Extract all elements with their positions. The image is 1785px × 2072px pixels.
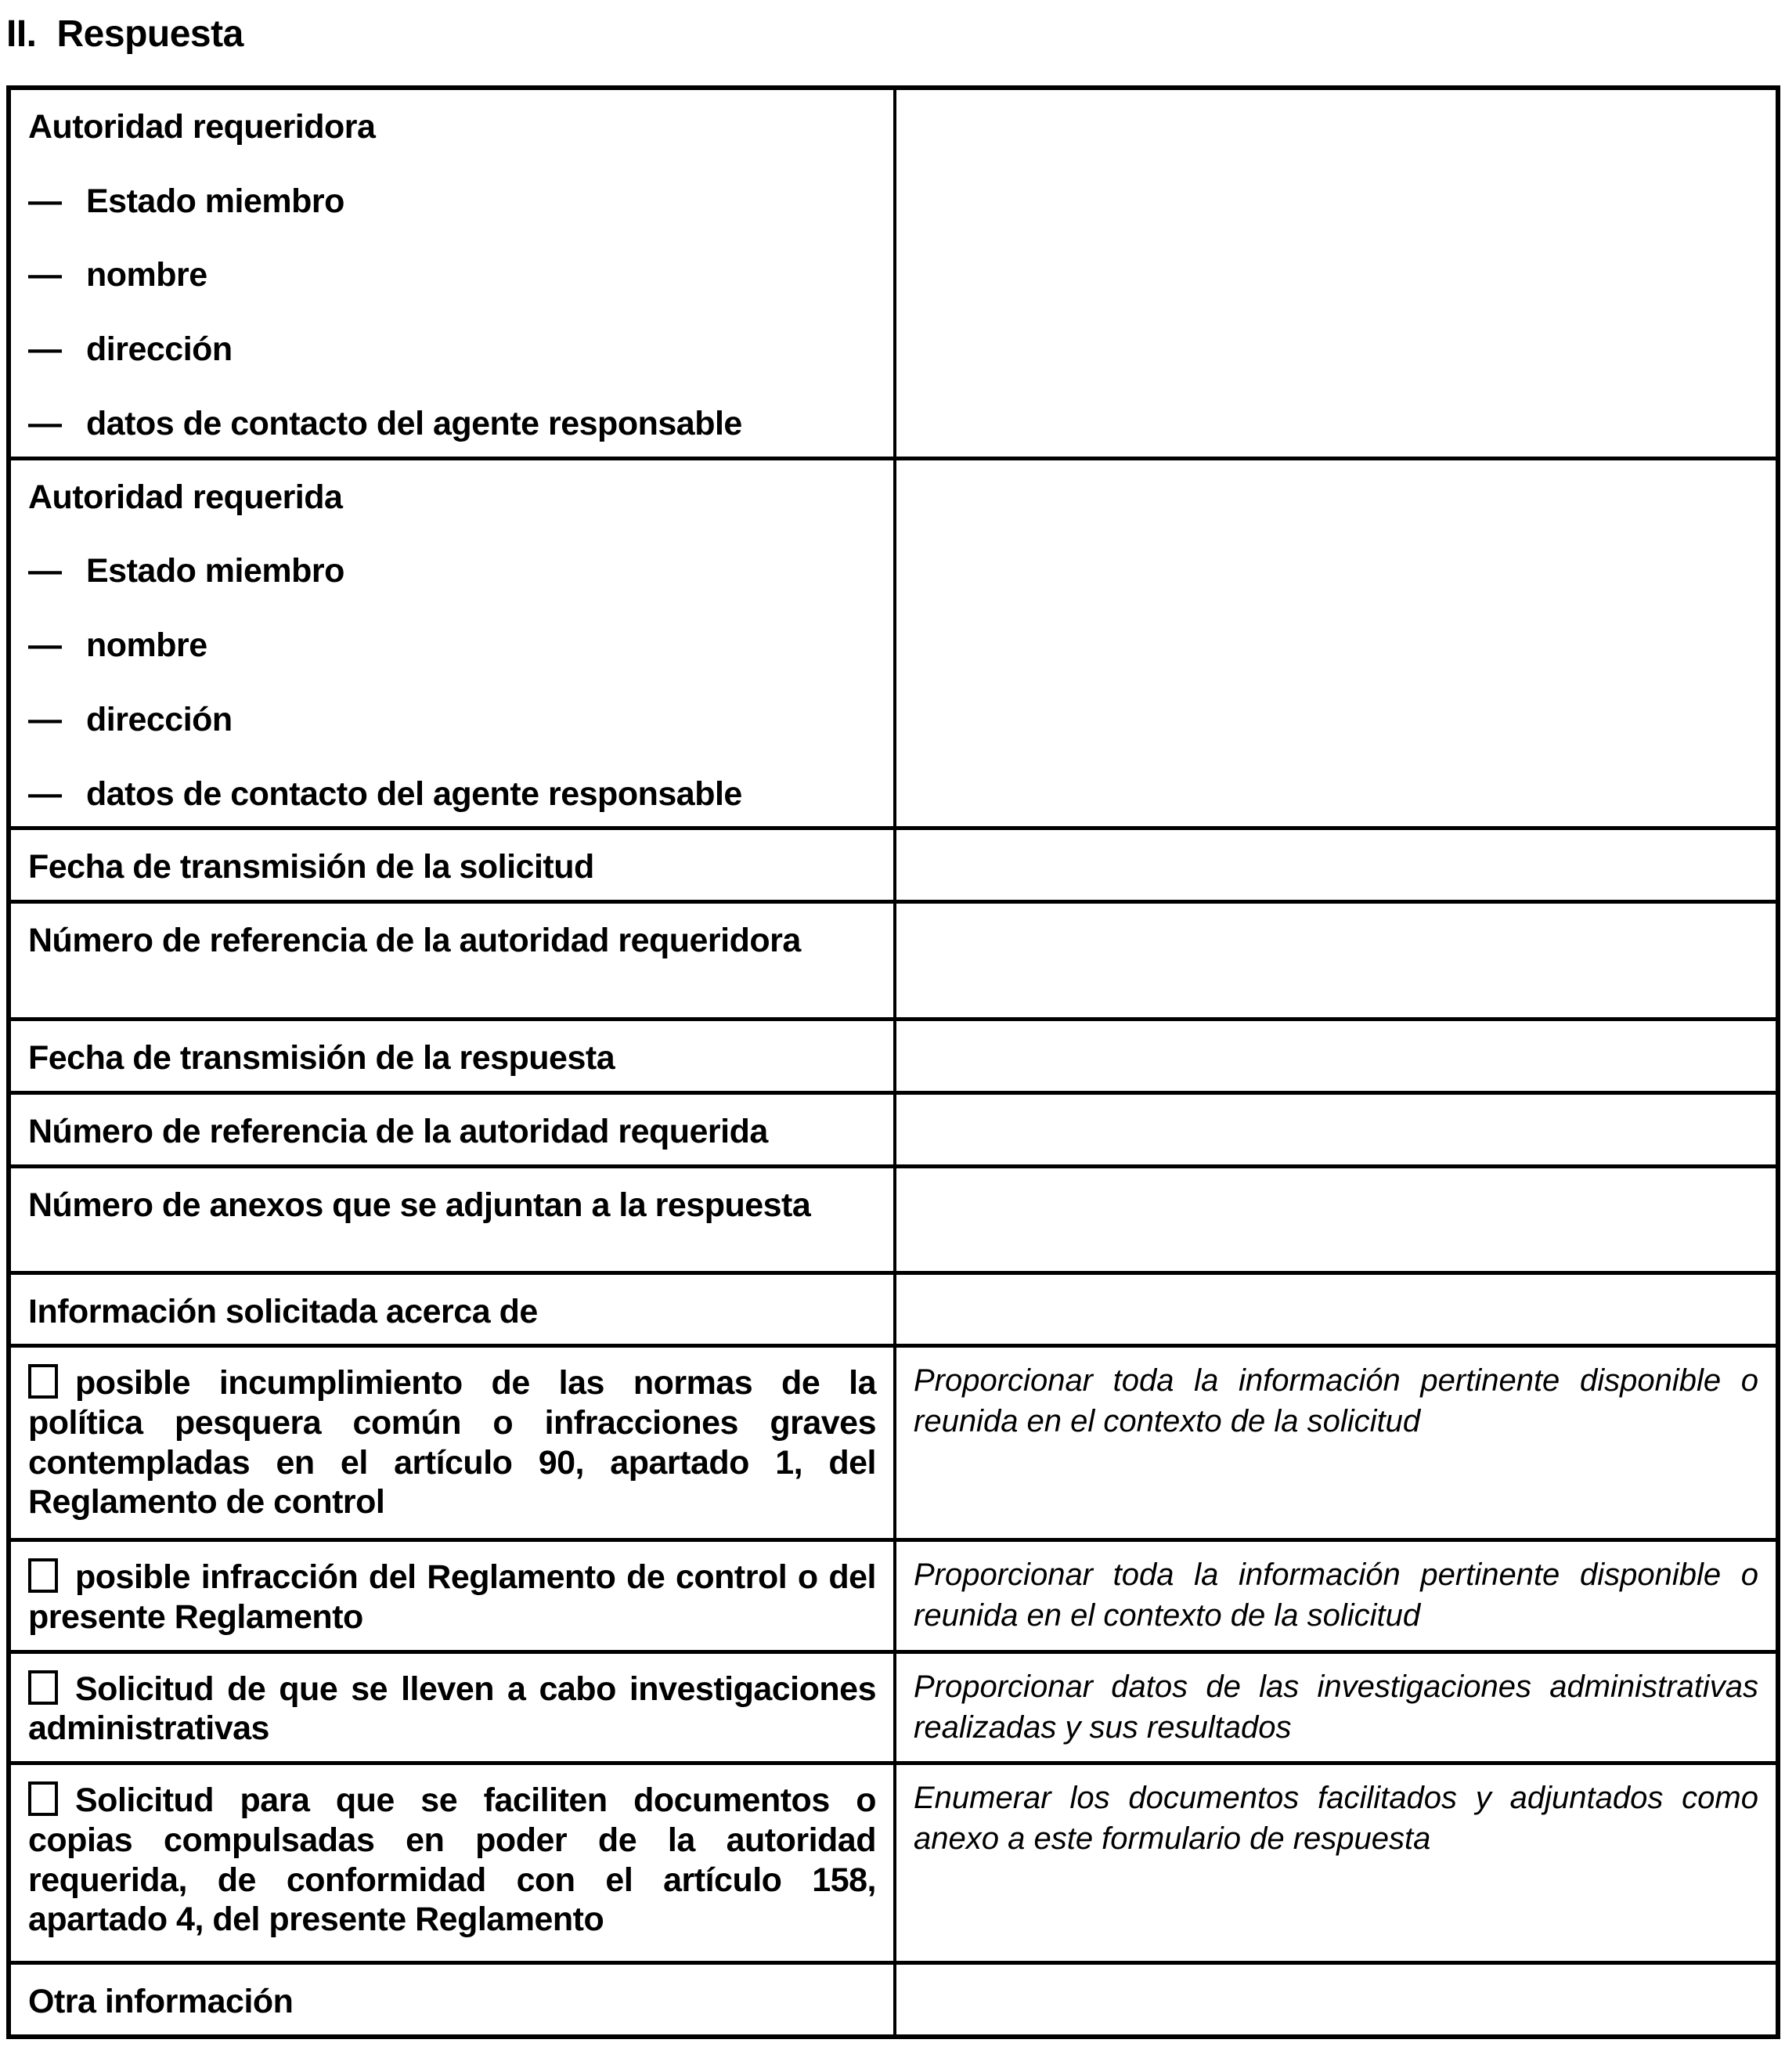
list-item-label: datos de contacto del agente responsable [86, 774, 742, 813]
list-item [28, 774, 876, 814]
field-heading: Número de referencia de la autoridad requeridora [28, 922, 801, 960]
checkbox-option [28, 1670, 876, 1749]
checkbox-icon [28, 1781, 58, 1816]
field-heading: Número de anexos que se adjuntan a la respuesta [28, 1186, 811, 1224]
list-item [28, 700, 876, 740]
row-numero-anexos [9, 1166, 1778, 1272]
row-informacion-solicitada [9, 1272, 1778, 1346]
checkbox-option-label: posible incumplimiento de las normas de la política pesquera común o infracciones graves contempladas en el artículo 90, apartado 1, del Reglamento de control [28, 1364, 876, 1522]
response-value-cell [895, 1272, 1778, 1346]
row-autoridad-requerida [9, 458, 1778, 828]
checkbox-option-label: Solicitud para que se faciliten documentos o copias compulsadas en poder de la autoridad requerida, de conformidad con el artículo 158, apartado 4, del presente Reglamento [28, 1781, 876, 1939]
response-value-cell [895, 1963, 1778, 2037]
list-item [28, 255, 876, 295]
page-title [6, 13, 1785, 56]
row-fecha-transmision-respuesta [9, 1020, 1778, 1093]
field-label-cell [9, 1166, 895, 1272]
field-heading: Autoridad requerida [28, 478, 343, 516]
response-value-cell [895, 1092, 1778, 1166]
field-label-cell [9, 1272, 895, 1346]
list-item-label: Estado miembro [86, 552, 344, 590]
row-otra-informacion [9, 1963, 1778, 2037]
response-value-cell [895, 1166, 1778, 1272]
field-label-cell [9, 828, 895, 902]
field-heading: Fecha de transmisión de la solicitud [28, 848, 594, 886]
checkbox-icon [28, 1558, 58, 1593]
guidance-text-cell: Proporcionar datos de las investigaciones administrativas realizadas y sus resultados [895, 1651, 1778, 1763]
list-item-label: Estado miembro [86, 182, 344, 220]
checkbox-option-label: Solicitud de que se lleven a cabo investigaciones administrativas [28, 1670, 876, 1748]
dash-icon: — [28, 404, 62, 442]
field-label-cell [9, 1963, 895, 2037]
list-item-label: nombre [86, 256, 207, 294]
field-heading: Autoridad requeridora [28, 108, 376, 146]
section-title-text: Respuesta [56, 13, 243, 55]
guidance-text-cell: Enumerar los documentos facilitados y adjuntados como anexo a este formulario de respuesta [895, 1763, 1778, 1963]
row-numero-referencia-requeridora [9, 902, 1778, 1020]
field-label-cell [9, 1092, 895, 1166]
response-value-cell [895, 828, 1778, 902]
list-item [28, 551, 876, 591]
field-label-cell [9, 1763, 895, 1963]
dash-icon: — [28, 182, 62, 220]
dash-icon: — [28, 626, 62, 665]
field-label-cell [9, 88, 895, 458]
field-label-cell [9, 1651, 895, 1763]
field-heading: Otra información [28, 1983, 294, 2021]
response-value-cell [895, 902, 1778, 1020]
list-item-label: nombre [86, 626, 207, 665]
section-number: II. [6, 13, 37, 55]
list-item [28, 404, 876, 444]
dash-icon: — [28, 774, 62, 813]
field-label-cell [9, 1540, 895, 1651]
list-item-label: datos de contacto del agente responsable [86, 404, 742, 442]
row-posible-incumplimiento [9, 1346, 1778, 1540]
checkbox-option [28, 1558, 876, 1637]
response-value-cell [895, 88, 1778, 458]
response-form-table [6, 85, 1780, 2039]
response-value-cell [895, 458, 1778, 828]
checkbox-icon [28, 1364, 58, 1399]
guidance-text-cell: Proporcionar toda la información pertinente disponible o reunida en el contexto de la solicitud [895, 1346, 1778, 1540]
dash-icon: — [28, 256, 62, 294]
row-posible-infraccion [9, 1540, 1778, 1651]
list-item [28, 626, 876, 666]
checkbox-icon [28, 1670, 58, 1705]
checkbox-option-label: posible infracción del Reglamento de control o del presente Reglamento [28, 1558, 876, 1637]
field-label-cell [9, 1020, 895, 1093]
list-item-label: dirección [86, 700, 233, 738]
field-heading: Fecha de transmisión de la respuesta [28, 1039, 615, 1078]
row-solicitud-documentos [9, 1763, 1778, 1963]
field-label-cell [9, 902, 895, 1020]
list-item-label: dirección [86, 330, 233, 369]
list-item [28, 182, 876, 222]
row-autoridad-requeridora [9, 88, 1778, 458]
checkbox-option [28, 1363, 876, 1522]
response-value-cell [895, 1020, 1778, 1093]
dash-icon: — [28, 330, 62, 369]
dash-icon: — [28, 552, 62, 590]
field-label-cell [9, 458, 895, 828]
dash-icon: — [28, 700, 62, 738]
field-heading: Número de referencia de la autoridad requerida [28, 1112, 768, 1150]
checkbox-option [28, 1781, 876, 1940]
guidance-text-cell: Proporcionar toda la información pertinente disponible o reunida en el contexto de la solicitud [895, 1540, 1778, 1651]
field-heading: Información solicitada acerca de [28, 1292, 538, 1330]
row-fecha-transmision-solicitud [9, 828, 1778, 902]
row-numero-referencia-requerida [9, 1092, 1778, 1166]
row-solicitud-investigaciones [9, 1651, 1778, 1763]
field-label-cell [9, 1346, 895, 1540]
list-item [28, 330, 876, 370]
